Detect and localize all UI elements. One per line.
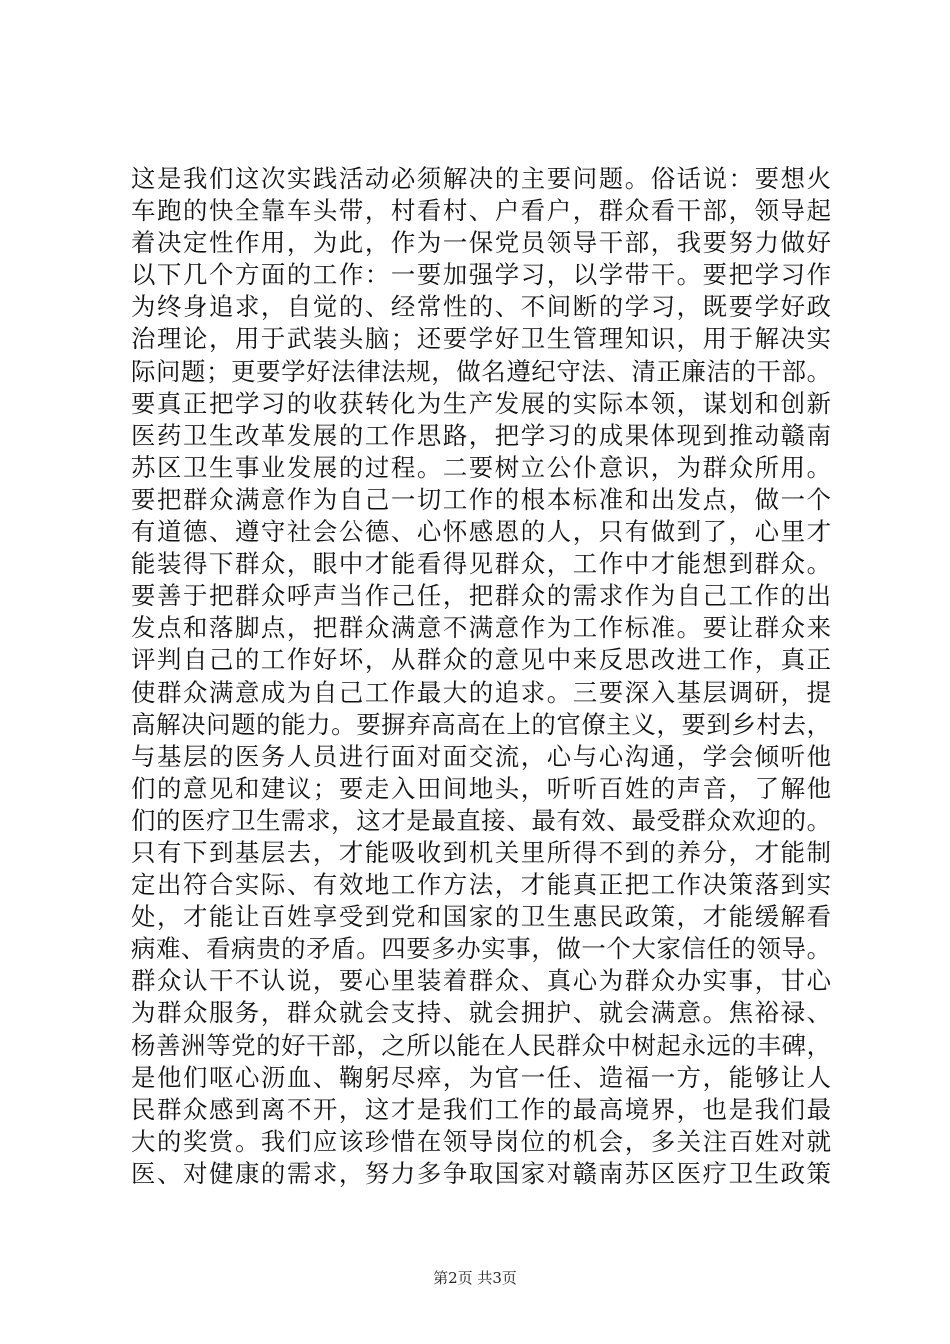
text-line: 医药卫生改革发展的工作思路，把学习的成果体现到推动赣南 — [131, 420, 831, 450]
text-line: 车跑的快全靠车头带，村看村、户看户，群众看干部，领导起 — [131, 196, 831, 226]
text-line: 是他们呕心沥血、鞠躬尽瘁，为官一任、造福一方，能够让人 — [131, 1062, 831, 1092]
page-number-footer: 第2页 共3页 — [433, 1269, 517, 1287]
text-line: 评判自己的工作好坏，从群众的意见中来反思改进工作，真正 — [131, 645, 831, 675]
text-line: 要把群众满意作为自己一切工作的根本标准和出发点，做一个 — [131, 484, 831, 514]
text-line: 有道德、遵守社会公德、心怀感恩的人，只有做到了，心里才 — [131, 517, 831, 547]
text-line: 只有下到基层去，才能吸收到机关里所得不到的养分，才能制 — [131, 837, 831, 867]
text-line: 杨善洲等党的好干部，之所以能在人民群众中树起永远的丰碑， — [131, 1030, 831, 1060]
text-line: 病难、看病贵的矛盾。四要多办实事，做一个大家信任的领导。 — [131, 934, 831, 964]
text-line: 群众认干不认说，要心里装着群众、真心为群众办实事，甘心 — [131, 966, 831, 996]
text-line: 以下几个方面的工作：一要加强学习，以学带干。要把学习作 — [131, 260, 831, 290]
text-line: 处，才能让百姓享受到党和国家的卫生惠民政策，才能缓解看 — [131, 902, 831, 932]
text-line: 苏区卫生事业发展的过程。二要树立公仆意识，为群众所用。 — [131, 452, 831, 482]
text-line: 们的医疗卫生需求，这才是最直接、最有效、最受群众欢迎的。 — [131, 805, 831, 835]
text-line: 医、对健康的需求，努力多争取国家对赣南苏区医疗卫生政策 — [131, 1158, 831, 1188]
body-paragraph — [131, 163, 831, 1190]
text-line: 民群众感到离不开，这才是我们工作的最高境界，也是我们最 — [131, 1094, 831, 1124]
text-line: 高解决问题的能力。要摒弃高高在上的官僚主义，要到乡村去， — [131, 709, 831, 739]
text-line: 为终身追求，自觉的、经常性的、不间断的学习，既要学好政 — [131, 292, 831, 322]
text-line: 治理论，用于武装头脑；还要学好卫生管理知识，用于解决实 — [131, 324, 831, 354]
text-line: 着决定性作用，为此，作为一保党员领导干部，我要努力做好 — [131, 228, 831, 258]
text-line: 为群众服务，群众就会支持、就会拥护、就会满意。焦裕禄、 — [131, 998, 831, 1028]
text-line: 际问题；更要学好法律法规，做名遵纪守法、清正廉洁的干部。 — [131, 356, 831, 386]
text-line: 要善于把群众呼声当作己任，把群众的需求作为自己工作的出 — [131, 581, 831, 611]
text-line: 发点和落脚点，把群众满意不满意作为工作标准。要让群众来 — [131, 613, 831, 643]
text-line: 们的意见和建议；要走入田间地头，听听百姓的声音，了解他 — [131, 773, 831, 803]
text-line: 定出符合实际、有效地工作方法，才能真正把工作决策落到实 — [131, 870, 831, 900]
text-line: 使群众满意成为自己工作最大的追求。三要深入基层调研，提 — [131, 677, 831, 707]
text-line: 与基层的医务人员进行面对面交流，心与心沟通，学会倾听他 — [131, 741, 831, 771]
text-line: 大的奖赏。我们应该珍惜在领导岗位的机会，多关注百姓对就 — [131, 1126, 831, 1156]
text-line: 这是我们这次实践活动必须解决的主要问题。俗话说：要想火 — [131, 164, 831, 193]
text-line: 要真正把学习的收获转化为生产发展的实际本领，谋划和创新 — [131, 388, 831, 418]
text-line: 能装得下群众，眼中才能看得见群众，工作中才能想到群众。 — [131, 549, 831, 579]
